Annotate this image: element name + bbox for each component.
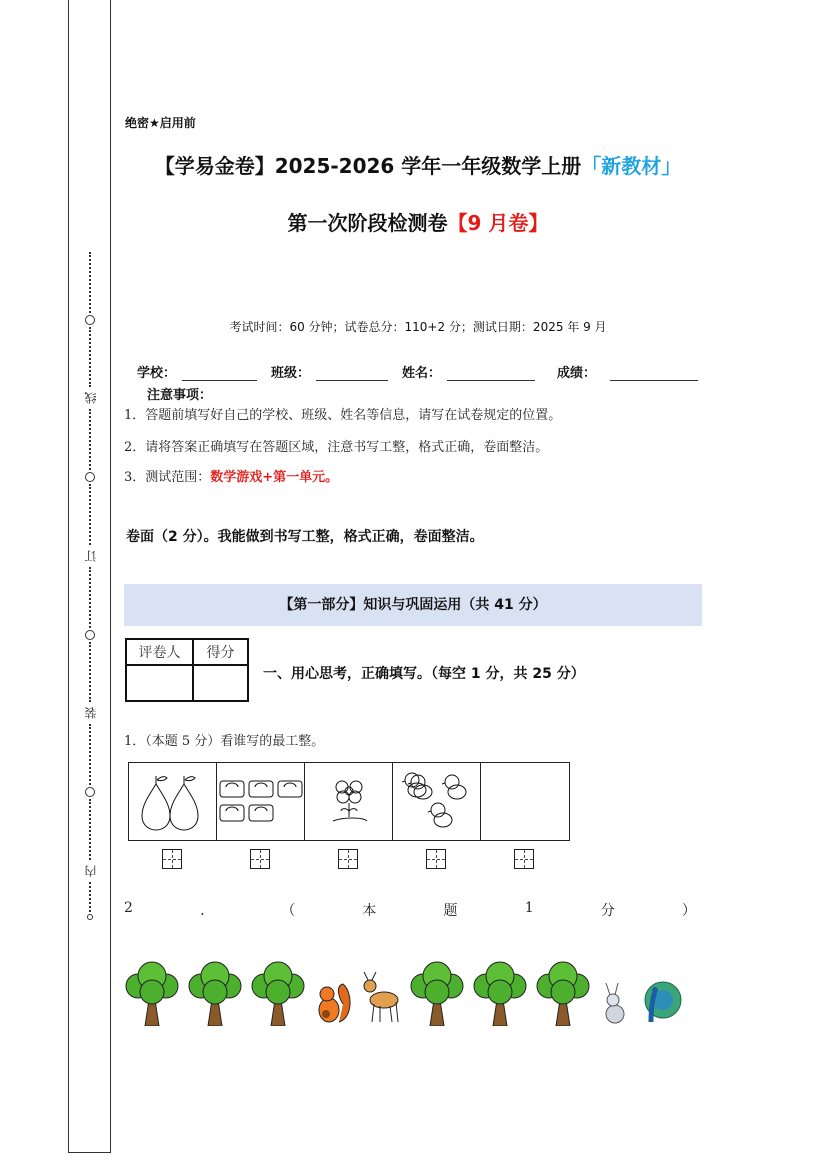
writing-box[interactable] bbox=[250, 849, 270, 869]
q2-part: 2 bbox=[124, 900, 133, 916]
peacock-icon bbox=[637, 976, 683, 1026]
q2-part: ． bbox=[200, 903, 215, 919]
score-field[interactable] bbox=[610, 367, 698, 381]
binding-char: 线 bbox=[83, 392, 98, 405]
part-heading: 【第一部分】知识与巩固运用（共 41 分） bbox=[124, 584, 702, 626]
q2-part: ） bbox=[681, 903, 696, 919]
picture-grid bbox=[128, 762, 570, 841]
scope-text: 数学游戏+第一单元。 bbox=[210, 470, 339, 485]
rings-image bbox=[217, 763, 305, 840]
writing-box[interactable] bbox=[338, 849, 358, 869]
notice-item: 1．答题前填写好自己的学校、班级、姓名等信息，请写在试卷规定的位置。 bbox=[124, 408, 562, 423]
notice-item: 2．请将答案正确填写在答题区域，注意书写工整，格式正确，卷面整洁。 bbox=[124, 440, 549, 455]
binding-char: 订 bbox=[83, 549, 98, 562]
section-heading: 一、用心思考，正确填写。（每空 1 分，共 25 分） bbox=[263, 666, 585, 682]
writing-boxes bbox=[128, 849, 570, 869]
question-2 bbox=[124, 900, 696, 920]
grader-table bbox=[125, 638, 249, 702]
page-title bbox=[110, 150, 726, 179]
subtitle-main: 第一次阶段检测卷 bbox=[287, 211, 448, 235]
flower-image bbox=[305, 763, 393, 840]
writing-box[interactable] bbox=[514, 849, 534, 869]
binding-char: 装 bbox=[83, 707, 98, 720]
writing-box[interactable] bbox=[426, 849, 446, 869]
reviewer-cell[interactable] bbox=[126, 665, 193, 701]
name-label: 姓名： bbox=[402, 366, 442, 381]
q2-part: 本 bbox=[362, 903, 377, 919]
name-field[interactable] bbox=[447, 367, 535, 381]
pears-image bbox=[129, 763, 217, 840]
tree-icon bbox=[250, 960, 308, 1026]
tree-icon bbox=[409, 960, 467, 1026]
class-field[interactable] bbox=[316, 367, 388, 381]
deer-icon bbox=[358, 970, 404, 1026]
writing-box[interactable] bbox=[162, 849, 182, 869]
tree-icon bbox=[535, 960, 593, 1026]
reviewer-header: 评卷人 bbox=[126, 639, 193, 665]
exam-info: 考试时间：60 分钟；试卷总分：110+2 分；测试日期：2025 年 9 月 bbox=[229, 320, 607, 334]
score-label: 成绩： bbox=[557, 366, 597, 381]
score-cell[interactable] bbox=[193, 665, 248, 701]
tree-icon bbox=[124, 960, 182, 1026]
empty-cell bbox=[481, 763, 569, 840]
q2-part: 1 bbox=[524, 900, 534, 916]
score-header: 得分 bbox=[193, 639, 248, 665]
neatness-statement: 卷面（2 分）。我能做到书写工整，格式正确，卷面整洁。 bbox=[126, 529, 484, 545]
squirrel-icon bbox=[313, 976, 353, 1026]
notice-item-text: 3．测试范围： bbox=[124, 470, 211, 485]
school-label: 学校： bbox=[137, 366, 177, 381]
title-tag: 「新教材」 bbox=[581, 154, 682, 178]
rabbit-icon bbox=[598, 982, 632, 1026]
notice-heading: 注意事项： bbox=[147, 388, 213, 403]
school-field[interactable] bbox=[182, 367, 257, 381]
tree-icon bbox=[187, 960, 245, 1026]
secret-label: 绝密★启用前 bbox=[125, 116, 196, 130]
q2-part: （ bbox=[281, 903, 296, 919]
q2-part: 题 bbox=[443, 903, 458, 919]
student-fields bbox=[137, 362, 712, 381]
binding-char: 内 bbox=[83, 864, 98, 877]
title-main: 【学易金卷】2025-2026 学年一年级数学上册 bbox=[154, 154, 582, 178]
subtitle-tag: 【9 月卷】 bbox=[447, 211, 549, 235]
class-label: 班级： bbox=[271, 366, 311, 381]
notice-item bbox=[124, 466, 338, 485]
chicks-image bbox=[393, 763, 481, 840]
q2-part: 分 bbox=[600, 903, 615, 919]
animal-tree-row bbox=[124, 960, 683, 1026]
question-1: 1．（本题 5 分）看谁写的最工整。 bbox=[124, 734, 325, 749]
page-subtitle bbox=[110, 207, 726, 236]
binding-line bbox=[78, 250, 102, 920]
tree-icon bbox=[472, 960, 530, 1026]
